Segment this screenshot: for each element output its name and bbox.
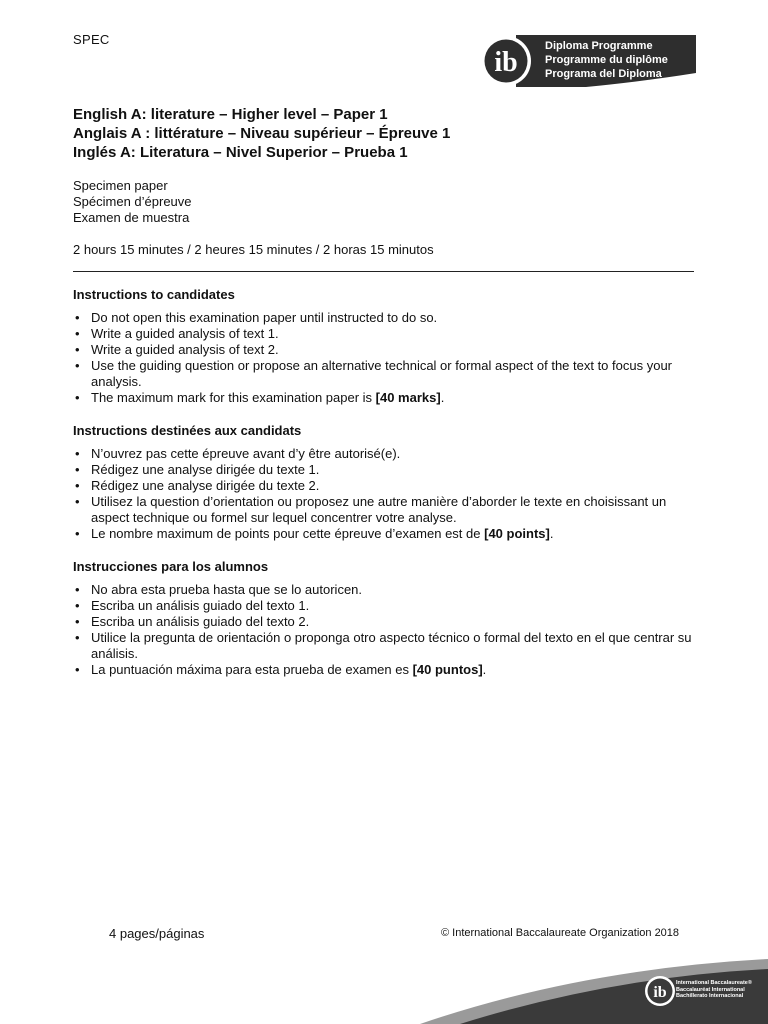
max-points-value: [40 points] bbox=[484, 526, 550, 541]
instructions-es-heading: Instrucciones para los alumnos bbox=[73, 559, 269, 574]
copyright-notice: © International Baccalaureate Organization 2018 bbox=[441, 927, 680, 939]
specimen-labels bbox=[73, 178, 192, 226]
list-item: • Write a guided analysis of text 2. bbox=[73, 342, 703, 358]
title-fr: Anglais A : littérature – Niveau supérieur – Épreuve 1 bbox=[73, 125, 451, 142]
list-item: • Escriba un análisis guiado del texto 1. bbox=[73, 598, 703, 614]
list-item bbox=[73, 390, 703, 406]
footer-org-names bbox=[676, 980, 752, 1000]
instructions-fr-list bbox=[73, 446, 703, 542]
exam-duration: 2 hours 15 minutes / 2 heures 15 minutes / 2 horas 15 minutos bbox=[73, 242, 434, 257]
max-mark-text: The maximum mark for this examination paper is bbox=[91, 390, 376, 405]
divider-line bbox=[73, 271, 694, 272]
list-item: • Use the guiding question or propose an alternative technical or formal aspect of the text to focus your analysis. bbox=[73, 358, 703, 390]
instructions-en-heading: Instructions to candidates bbox=[73, 287, 235, 302]
list-item: • Rédigez une analyse dirigée du texte 2. bbox=[73, 478, 703, 494]
list-item bbox=[73, 662, 703, 678]
specimen-es: Examen de muestra bbox=[73, 210, 190, 225]
list-item: • N’ouvrez pas cette épreuve avant d’y être autorisé(e). bbox=[73, 446, 703, 462]
programme-fr: Programme du diplôme bbox=[545, 54, 668, 66]
max-points-period: . bbox=[549, 526, 554, 541]
instructions-fr-heading: Instructions destinées aux candidats bbox=[73, 423, 302, 438]
specimen-en: Specimen paper bbox=[73, 178, 168, 193]
list-item: • Utilisez la question d’orientation ou proposez une autre manière d’aborder le texte en choisissant un aspect technique ou formel sur lequel concentrer votre analyse. bbox=[73, 494, 703, 526]
ib-logo-letters: ib bbox=[494, 47, 518, 78]
max-puntos-text: La puntuación máxima para esta prueba de examen es bbox=[91, 662, 413, 677]
programme-names bbox=[545, 39, 668, 81]
paper-code: SPEC bbox=[73, 32, 110, 47]
list-item: • Escriba un análisis guiado del texto 2. bbox=[73, 614, 703, 630]
programme-es: Programa del Diploma bbox=[545, 68, 662, 80]
org-es: Bachillerato Internacional bbox=[676, 993, 744, 999]
instructions-es-list bbox=[73, 582, 703, 678]
programme-en: Diploma Programme bbox=[545, 40, 653, 52]
title-en: English A: literature – Higher level – Paper 1 bbox=[73, 106, 388, 123]
title-es: Inglés A: Literatura – Nivel Superior – Prueba 1 bbox=[73, 144, 408, 161]
max-mark-period: . bbox=[440, 390, 445, 405]
max-points-text: Le nombre maximum de points pour cette épreuve d’examen est de bbox=[91, 526, 485, 541]
org-en: International Baccalaureate® bbox=[676, 980, 752, 986]
max-mark-value: [40 marks] bbox=[375, 390, 441, 405]
list-item: • Write a guided analysis of text 1. bbox=[73, 326, 703, 342]
max-puntos-period: . bbox=[482, 662, 487, 677]
list-item: • Do not open this examination paper until instructed to do so. bbox=[73, 310, 703, 326]
list-item: • No abra esta prueba hasta que se lo autoricen. bbox=[73, 582, 703, 598]
paper-titles bbox=[73, 105, 450, 162]
list-item: • Rédigez une analyse dirigée du texte 1. bbox=[73, 462, 703, 478]
org-fr: Baccalauréat International bbox=[676, 986, 745, 993]
instructions-en-list bbox=[73, 310, 703, 406]
page-count: 4 pages/páginas bbox=[109, 926, 205, 941]
max-puntos-value: [40 puntos] bbox=[412, 662, 483, 677]
footer-logo-letters: ib bbox=[653, 984, 667, 1001]
list-item: • Utilice la pregunta de orientación o proponga otro aspecto técnico o formal del texto en el que centrar su análisis. bbox=[73, 630, 703, 662]
list-item bbox=[73, 526, 703, 542]
specimen-fr: Spécimen d’épreuve bbox=[73, 194, 192, 209]
